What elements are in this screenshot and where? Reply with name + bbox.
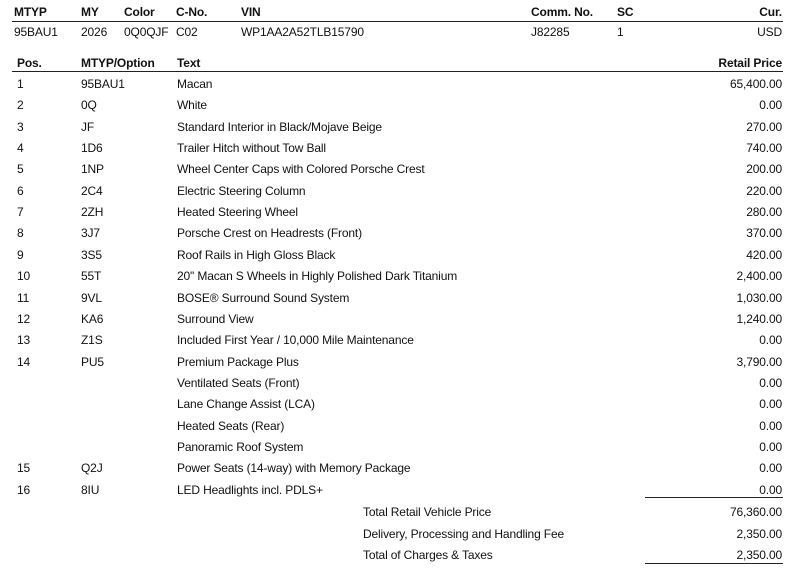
row-text: Premium Package Plus bbox=[177, 355, 299, 369]
header-label-vin: VIN bbox=[241, 5, 261, 19]
row-price: 220.00 bbox=[746, 184, 782, 198]
row-pos: 11 bbox=[17, 291, 30, 305]
row-text: Porsche Crest on Headrests (Front) bbox=[177, 226, 362, 240]
row-text: Ventilated Seats (Front) bbox=[177, 376, 300, 390]
column-header-option: MTYP/Option bbox=[81, 56, 155, 70]
row-price: 270.00 bbox=[746, 120, 782, 134]
row-pos: 3 bbox=[17, 120, 24, 134]
row-price: 0.00 bbox=[759, 98, 782, 112]
row-pos: 15 bbox=[17, 461, 31, 475]
row-price: 0.00 bbox=[759, 419, 782, 433]
row-option: 55T bbox=[81, 269, 102, 283]
total-charges-underline bbox=[645, 563, 783, 564]
row-text: LED Headlights incl. PDLS+ bbox=[177, 483, 323, 497]
total-charges-label: Total of Charges & Taxes bbox=[363, 548, 493, 562]
header-label-color: Color bbox=[124, 5, 155, 19]
row-pos: 16 bbox=[17, 483, 31, 497]
row-price: 0.00 bbox=[759, 397, 782, 411]
row-pos: 10 bbox=[17, 269, 31, 283]
row-option: 3S5 bbox=[81, 248, 102, 262]
row-price: 370.00 bbox=[746, 226, 782, 240]
header-value-mtyp: 95BAU1 bbox=[14, 25, 58, 39]
row-pos: 6 bbox=[17, 184, 24, 198]
total-retail-price-label: Total Retail Vehicle Price bbox=[363, 505, 492, 519]
row-text: Roof Rails in High Gloss Black bbox=[177, 248, 336, 262]
row-option: 2C4 bbox=[81, 184, 103, 198]
row-price: 65,400.00 bbox=[729, 77, 782, 91]
header-value-vin: WP1AA2A52TLB15790 bbox=[241, 25, 364, 39]
row-pos: 14 bbox=[17, 355, 31, 369]
row-option: 1NP bbox=[81, 162, 104, 176]
row-text: Panoramic Roof System bbox=[177, 440, 304, 454]
row-text: Trailer Hitch without Tow Ball bbox=[177, 141, 326, 155]
header-value-my: 2026 bbox=[81, 25, 108, 39]
row-option: 2ZH bbox=[81, 205, 104, 219]
table-header-divider bbox=[12, 71, 783, 72]
row-pos: 9 bbox=[17, 248, 24, 262]
row-option: KA6 bbox=[81, 312, 104, 326]
row-pos: 7 bbox=[17, 205, 24, 219]
header-label-currency: Cur. bbox=[759, 5, 782, 19]
subtotal-divider bbox=[645, 497, 783, 498]
row-price: 3,790.00 bbox=[736, 355, 782, 369]
row-pos: 4 bbox=[17, 141, 24, 155]
total-charges-value: 2,350.00 bbox=[736, 548, 782, 562]
row-text: Macan bbox=[177, 77, 213, 91]
row-pos: 1 bbox=[17, 77, 24, 91]
row-option: 9VL bbox=[81, 291, 102, 305]
row-option: 95BAU1 bbox=[81, 77, 125, 91]
row-price: 200.00 bbox=[746, 162, 782, 176]
row-text: 20" Macan S Wheels in Highly Polished Dark Titanium bbox=[177, 269, 458, 283]
delivery-fee-label: Delivery, Processing and Handling Fee bbox=[363, 527, 564, 541]
row-price: 420.00 bbox=[746, 248, 782, 262]
row-text: BOSE® Surround Sound System bbox=[177, 291, 350, 305]
row-option: 0Q bbox=[81, 98, 97, 112]
row-price: 740.00 bbox=[746, 141, 782, 155]
header-value-comm-no: J82285 bbox=[531, 25, 570, 39]
column-header-pos: Pos. bbox=[17, 56, 42, 70]
delivery-fee-value: 2,350.00 bbox=[736, 527, 782, 541]
row-pos: 12 bbox=[17, 312, 31, 326]
header-label-mtyp: MTYP bbox=[14, 5, 47, 19]
row-text: Wheel Center Caps with Colored Porsche Crest bbox=[177, 162, 425, 176]
row-pos: 13 bbox=[17, 333, 31, 347]
header-label-comm-no: Comm. No. bbox=[531, 5, 593, 19]
row-text: Standard Interior in Black/Mojave Beige bbox=[177, 120, 382, 134]
row-price: 0.00 bbox=[759, 461, 782, 475]
row-option: Z1S bbox=[81, 333, 103, 347]
row-option: JF bbox=[81, 120, 95, 134]
row-text: Surround View bbox=[177, 312, 254, 326]
header-value-sc: 1 bbox=[617, 25, 624, 39]
row-option: 3J7 bbox=[81, 226, 100, 240]
row-option: 1D6 bbox=[81, 141, 103, 155]
row-text: Electric Steering Column bbox=[177, 184, 306, 198]
row-price: 0.00 bbox=[759, 440, 782, 454]
header-divider bbox=[12, 21, 783, 22]
row-price: 0.00 bbox=[759, 333, 782, 347]
row-price: 280.00 bbox=[746, 205, 782, 219]
row-text: Heated Steering Wheel bbox=[177, 205, 298, 219]
column-header-text: Text bbox=[177, 56, 201, 70]
row-option: PU5 bbox=[81, 355, 104, 369]
row-text: Lane Change Assist (LCA) bbox=[177, 397, 315, 411]
row-pos: 2 bbox=[17, 98, 24, 112]
row-text: Power Seats (14-way) with Memory Package bbox=[177, 461, 411, 475]
header-label-sc: SC bbox=[617, 5, 634, 19]
row-price: 1,030.00 bbox=[736, 291, 782, 305]
row-text: Included First Year / 10,000 Mile Maintenance bbox=[177, 333, 414, 347]
row-price: 2,400.00 bbox=[736, 269, 782, 283]
header-label-cno: C-No. bbox=[176, 5, 208, 19]
row-pos: 5 bbox=[17, 162, 24, 176]
row-price: 1,240.00 bbox=[736, 312, 782, 326]
header-value-currency: USD bbox=[757, 25, 782, 39]
header-value-color: 0Q0QJF bbox=[124, 25, 169, 39]
row-price: 0.00 bbox=[759, 483, 782, 497]
column-header-price: Retail Price bbox=[718, 56, 782, 70]
header-label-my: MY bbox=[81, 5, 99, 19]
header-value-cno: C02 bbox=[176, 25, 198, 39]
row-option: Q2J bbox=[81, 461, 103, 475]
row-text: Heated Seats (Rear) bbox=[177, 419, 285, 433]
row-pos: 8 bbox=[17, 226, 24, 240]
row-option: 8IU bbox=[81, 483, 100, 497]
row-text: White bbox=[177, 98, 207, 112]
row-price: 0.00 bbox=[759, 376, 782, 390]
total-retail-price-value: 76,360.00 bbox=[729, 505, 782, 519]
